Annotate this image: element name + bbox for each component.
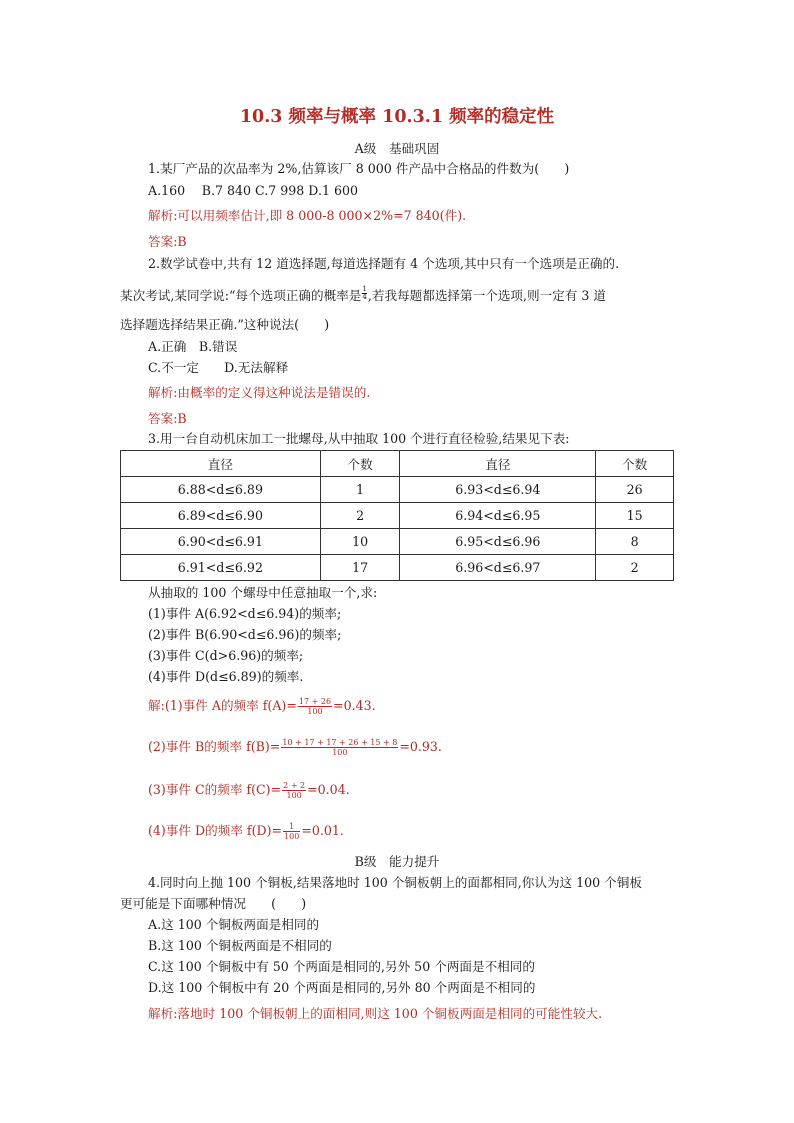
q2-analysis: 解析:由概率的定义得这种说法是错误的. (148, 385, 371, 400)
table-cell: 6.88<d≤6.89 (121, 477, 321, 503)
q1-stem: 1.某厂产品的次品率为 2%,估算该厂 8 000 件产品中合格品的件数为( ) (148, 161, 570, 176)
table-cell: 6.90<d≤6.91 (121, 529, 321, 555)
q2-options-cd: C.不一定 D.无法解释 (148, 360, 289, 375)
sol4-post: =0.01. (301, 823, 344, 838)
q3-ask: 从抽取的 100 个螺母中任意抽取一个,求: (148, 585, 378, 600)
section-a-heading: A级 基础巩固 (354, 141, 440, 156)
sol4-den: 100 (284, 832, 300, 841)
sol3-den: 100 (286, 791, 302, 800)
q3-stem: 3.用一台自动机床加工一批螺母,从中抽取 100 个进行直径检验,结果见下表: (148, 431, 570, 446)
table-header-cell: 个数 (320, 451, 400, 477)
sol1-den: 100 (307, 707, 323, 716)
table-cell: 6.96<d≤6.97 (400, 555, 596, 581)
q3-part-2: (2)事件 B(6.90<d≤6.96)的频率; (148, 627, 342, 642)
sol1-pre: 解:(1)事件 A的频率 f(A)= (148, 698, 297, 713)
q2-line1: 2.数学试卷中,共有 12 道选择题,每道选择题有 4 个选项,其中只有一个选项是正确的. (148, 256, 620, 271)
sol3-post: =0.04. (307, 782, 350, 797)
q4-line1: 4.同时向上抛 100 个铜板,结果落地时 100 个铜板朝上的面都相同,你认为这 100 个铜板 (148, 875, 642, 890)
q2-answer: 答案:B (148, 411, 187, 426)
table-cell: 6.93<d≤6.94 (400, 477, 596, 503)
q3-solution-3 (148, 781, 350, 800)
q3-solution-2 (148, 738, 442, 757)
q2-line3: 选择题选择结果正确.”这种说法( ) (120, 317, 330, 332)
table-cell: 26 (596, 477, 674, 503)
diameter-table (120, 450, 674, 581)
q2-fraction (362, 286, 366, 301)
q3-solution-4 (148, 822, 344, 841)
sol1-num: 17 + 26 (298, 697, 332, 706)
q1-options: A.160 B.7 840 C.7 998 D.1 600 (148, 183, 358, 198)
q2-line2-text-a: 某次考试,某同学说:“每个选项正确的概率是 (120, 288, 362, 303)
table-cell: 2 (596, 555, 674, 581)
q4-line2: 更可能是下面哪种情况 ( ) (120, 896, 307, 911)
table-header-cell: 个数 (596, 451, 674, 477)
q3-part-3: (3)事件 C(d>6.96)的频率; (148, 648, 304, 663)
table-cell: 6.89<d≤6.90 (121, 503, 321, 529)
table-row (121, 477, 674, 503)
sol3-num: 2 + 2 (283, 781, 306, 790)
q2-fraction-den: 4 (362, 293, 367, 301)
table-cell: 17 (320, 555, 400, 581)
sol2-fraction (281, 738, 398, 757)
q4-option-a: A.这 100 个铜板两面是相同的 (148, 917, 320, 932)
sol2-den: 100 (332, 748, 348, 757)
sol2-pre: (2)事件 B的频率 f(B)= (148, 739, 281, 754)
sol1-fraction (298, 697, 332, 716)
table-header-cell: 直径 (400, 451, 596, 477)
table-cell: 6.94<d≤6.95 (400, 503, 596, 529)
table-row (121, 555, 674, 581)
q2-line2 (120, 285, 606, 304)
sol4-pre: (4)事件 D的频率 f(D)= (148, 823, 283, 838)
q3-part-4: (4)事件 D(d≤6.89)的频率. (148, 669, 304, 684)
table-cell: 10 (320, 529, 400, 555)
table-cell: 6.95<d≤6.96 (400, 529, 596, 555)
table-cell: 6.91<d≤6.92 (121, 555, 321, 581)
q2-fraction-num: 1 (362, 285, 367, 293)
q1-answer: 答案:B (148, 234, 187, 249)
q4-option-b: B.这 100 个铜板两面是不相同的 (148, 938, 332, 953)
page-title: 10.3 频率与概率 10.3.1 频率的稳定性 (239, 107, 555, 127)
sol3-fraction (282, 781, 306, 800)
q2-line2-text-b: ,若我每题都选择第一个选项,则一定有 3 道 (367, 288, 606, 303)
sol4-num: 1 (283, 822, 300, 832)
section-b-heading: B级 能力提升 (354, 854, 440, 869)
q3-part-1: (1)事件 A(6.92<d≤6.94)的频率; (148, 606, 342, 621)
q3-solution-1 (148, 697, 376, 716)
sol1-post: =0.43. (333, 698, 376, 713)
sol3-pre: (3)事件 C的频率 f(C)= (148, 782, 282, 797)
q4-option-d: D.这 100 个铜板中有 20 个两面是相同的,另外 80 个两面是不相同的 (148, 980, 536, 995)
q1-analysis: 解析:可以用频率估计,即 8 000-8 000×2%=7 840(件). (148, 208, 467, 223)
sol2-num: 10 + 17 + 17 + 26 + 15 + 8 (282, 738, 398, 747)
q4-option-c: C.这 100 个铜板中有 50 个两面是相同的,另外 50 个两面是不相同的 (148, 959, 535, 974)
table-header-row (121, 451, 674, 477)
table-cell: 1 (320, 477, 400, 503)
table-row (121, 503, 674, 529)
table-row (121, 529, 674, 555)
q4-analysis: 解析:落地时 100 个铜板朝上的面相同,则这 100 个铜板两面是相同的可能性较大. (148, 1006, 603, 1021)
table-cell: 8 (596, 529, 674, 555)
sol2-post: =0.93. (399, 739, 442, 754)
q2-options-ab: A.正确 B.错误 (148, 339, 238, 354)
table-cell: 2 (320, 503, 400, 529)
table-cell: 15 (596, 503, 674, 529)
sol4-fraction (283, 822, 300, 841)
table-header-cell: 直径 (121, 451, 321, 477)
